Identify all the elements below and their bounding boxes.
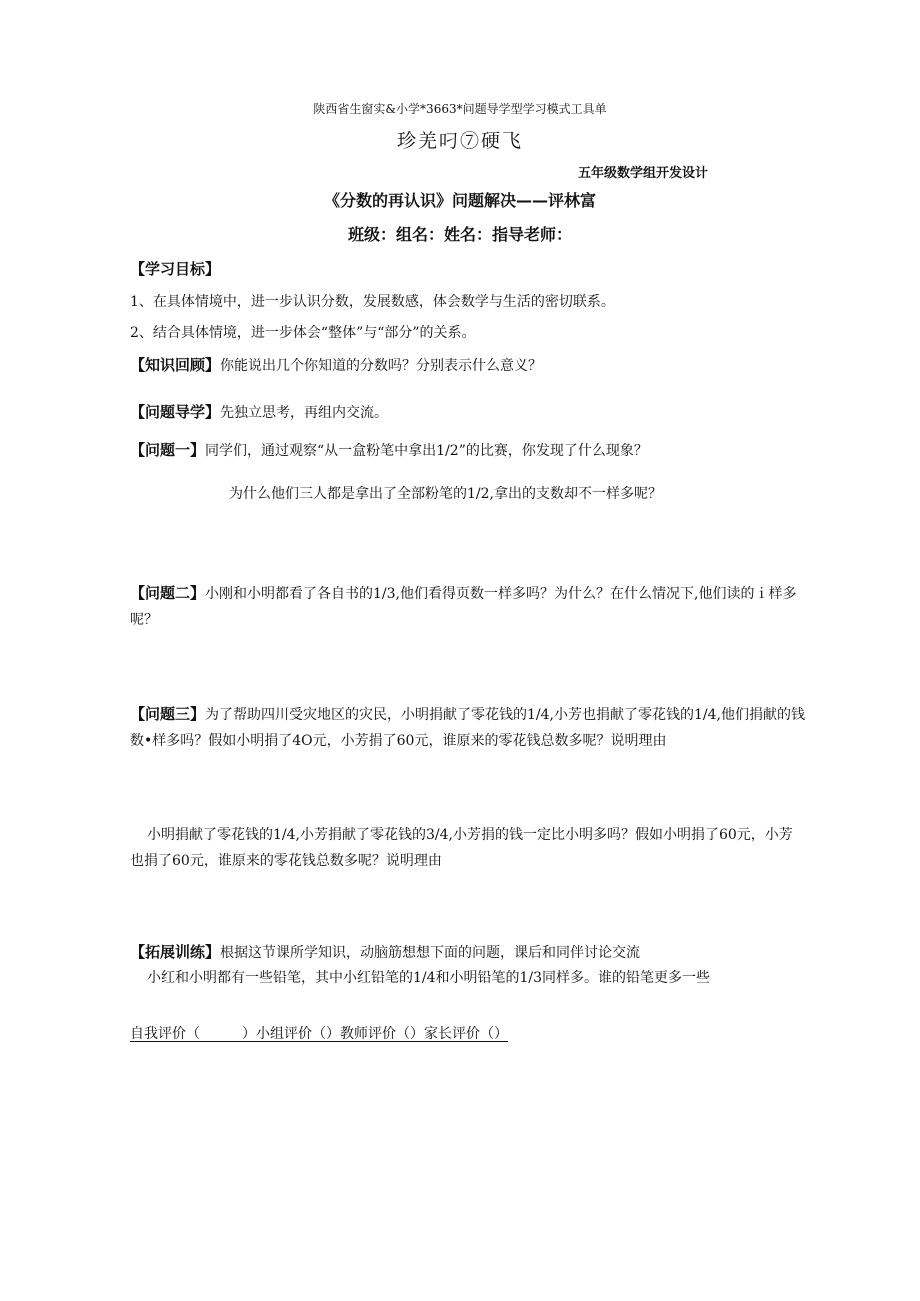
- question-one-text: 同学们，通过观察“从一盒粉笔中拿出1/2”的比赛，你发现了什么现象？: [205, 443, 648, 459]
- extension-text: 根据这节课所学知识，动脑筋想想下面的问题，课后和同伴讨论交流: [220, 945, 641, 961]
- question-two-text: 小刚和小明都看了各自书的1/3,他们看得页数一样多吗？为什么？在什么情况下,他们读的ｉ样多呢？: [130, 586, 797, 628]
- question-three-heading: 【问题三】: [130, 705, 206, 723]
- question-one: [130, 442, 648, 458]
- evaluation-line: 自我评价（ ）小组评价（）教师评价（）家长评价（）: [130, 1026, 508, 1042]
- review-heading: 【知识回顾】: [130, 356, 221, 374]
- student-info-row: 班级：组名：姓名：指导老师：: [347, 225, 572, 244]
- question-one-heading: 【问题一】: [130, 441, 206, 459]
- worksheet-subtitle: 珍羌叼⑦硬飞: [396, 130, 523, 152]
- question-three-follow: 小明捐献了零花钱的1/4,小芳捐献了零花钱的3/4,小芳捐的钱一定比小明多吗？假如小明捐了60元，小芳也捐了60元，谁原来的零花钱总数多呢？说明理由: [130, 827, 793, 869]
- extension-section: [130, 944, 640, 960]
- question-three: [130, 701, 805, 754]
- designer-credit: 五年级数学组开发设计: [578, 166, 709, 181]
- page-title: 《分数的再认识》问题解决——评林富: [323, 191, 596, 210]
- question-one-follow: 为什么他们三人都是拿出了全部粉笔的1/2,拿出的支数却不一样多呢？: [229, 486, 662, 502]
- worksheet-top-note: 陕西省生窗实&小学*3663*问题导学型学习模式工具单: [313, 102, 607, 116]
- goal-item: 2、结合具体情境，进一步体会“整体”与“部分”的关系。: [130, 325, 476, 341]
- extension-follow: 小红和小明都有一些铅笔，其中小红铅笔的1/4和小明铅笔的1/3同样多。谁的铅笔更多一些: [147, 970, 711, 986]
- review-section: [130, 357, 542, 373]
- extension-heading: 【拓展训练】: [130, 943, 221, 961]
- guide-heading: 【问题导学】: [130, 403, 221, 421]
- review-text: 你能说出几个你知道的分数吗？分别表示什么意义？: [220, 358, 543, 374]
- guide-section: [130, 404, 388, 420]
- question-three-text: 为了帮助四川受灾地区的灾民，小明捐献了零花钱的1/4,小芳也捐献了零花钱的1/4,他们捐献的钱数•样多吗？假如小明捐了4O元，小芳捐了60元，谁原来的零花钱总数多呢？说明理由: [130, 707, 805, 749]
- goal-item: 1、在具体情境中，进一步认识分数，发展数感，体会数学与生活的密切联系。: [130, 294, 615, 310]
- question-two-heading: 【问题二】: [130, 584, 206, 602]
- goals-heading: 【学习目标】: [130, 260, 221, 278]
- question-two: [130, 580, 805, 633]
- guide-text: 先独立思考，再组内交流。: [220, 405, 389, 421]
